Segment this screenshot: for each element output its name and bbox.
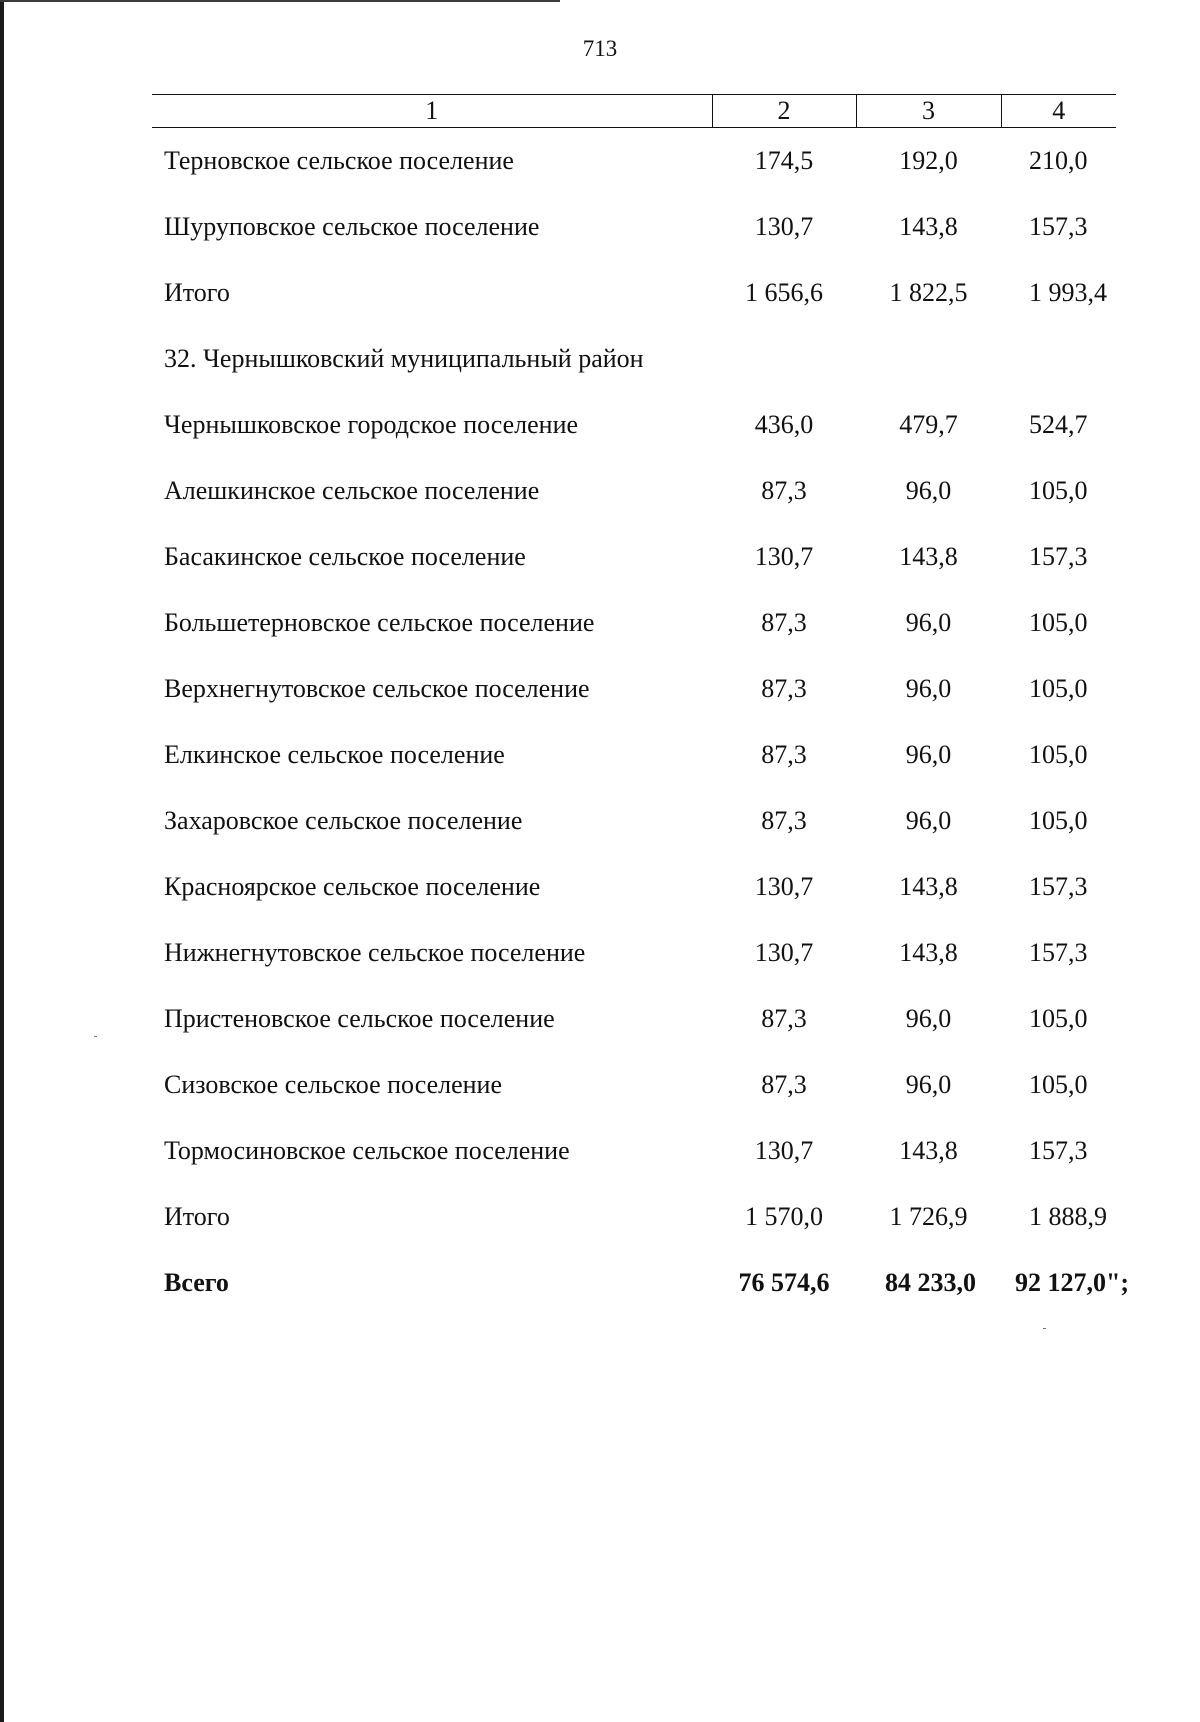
row-value-col4: 157,3 [1029,1136,1088,1165]
row-value-col4: 105,0 [1029,1070,1088,1099]
row-value-col4: 210,0 [1029,146,1088,175]
row-value-col2: 87,3 [761,1070,807,1099]
table-row [152,854,1116,920]
row-name: Захаровское сельское поселение [164,806,523,835]
grand-total-col2: 76 574,6 [738,1268,830,1297]
row-name: Басакинское сельское поселение [164,542,526,571]
table-row [152,788,1116,854]
row-name: Тормосиновское сельское поселение [164,1136,570,1165]
row-value-col3: 192,0 [899,146,958,175]
table-row [152,524,1116,590]
column-header-2: 2 [712,95,856,128]
row-value-col2: 436,0 [754,410,814,439]
column-header-3: 3 [856,95,1001,128]
table-row [152,986,1116,1052]
column-header-4: 4 [1001,95,1116,128]
row-value-col3: 96,0 [905,674,952,703]
row-value-col2: 130,7 [754,212,814,241]
row-name: Сизовское сельское поселение [164,1070,502,1099]
row-value-col3: 96,0 [905,476,952,505]
row-value-col3: 96,0 [905,608,952,637]
row-value-col3: 143,8 [899,872,958,901]
scan-speck [94,1036,97,1037]
row-value-col3: 479,7 [899,410,958,439]
row-value-col3: 143,8 [899,542,958,571]
row-name: Шуруповское сельское поселение [164,212,540,241]
row-value-col4: 105,0 [1029,476,1088,505]
row-value-col3: 143,8 [899,212,958,241]
row-value-col3: 96,0 [905,1070,952,1099]
table-row [152,1052,1116,1118]
table-row [152,920,1116,986]
row-name: Верхнегнутовское сельское поселение [164,674,590,703]
row-value-col2: 1 656,6 [745,278,823,307]
row-value-col4: 105,0 [1029,806,1088,835]
row-name: Большетерновское сельское поселение [164,608,595,637]
section-heading: 32. Чернышковский муниципальный район [164,344,644,373]
table-row [152,1118,1116,1184]
scan-edge [0,0,560,2]
row-value-col3: 1 822,5 [889,278,968,307]
row-value-col2 [712,326,856,392]
grand-total-col4: 92 127,0"; [1015,1268,1130,1297]
row-value-col3: 96,0 [905,806,952,835]
scan-edge [0,0,4,1722]
row-value-col4: 157,3 [1029,542,1088,571]
row-name: Пристеновское сельское поселение [164,1004,555,1033]
row-name: Итого [164,1202,230,1231]
row-value-col2: 87,3 [761,608,807,637]
row-value-col2: 130,7 [754,542,814,571]
grand-total-label: Всего [164,1268,229,1297]
table-row [152,392,1116,458]
subtotal-row [152,260,1116,326]
row-name: Итого [164,278,230,307]
row-value-col4: 105,0 [1029,674,1088,703]
row-name: Красноярское сельское поселение [164,872,541,901]
row-name: Терновское сельское поселение [164,146,514,175]
row-value-col4: 524,7 [1029,410,1088,439]
row-value-col4 [1001,326,1116,392]
row-value-col4: 1 993,4 [1029,278,1107,307]
column-header-1: 1 [152,95,712,128]
row-value-col4: 157,3 [1029,872,1088,901]
row-value-col2: 130,7 [754,938,814,967]
row-value-col2: 87,3 [761,806,807,835]
row-value-col2: 130,7 [754,872,814,901]
section-heading-row [152,326,1116,392]
row-value-col3: 1 726,9 [889,1202,968,1231]
table-row [152,128,1116,195]
row-value-col4: 157,3 [1029,212,1088,241]
table-row [152,590,1116,656]
row-value-col2: 1 570,0 [745,1202,823,1231]
row-value-col3 [856,326,1001,392]
row-name: Елкинское сельское поселение [164,740,505,769]
row-name: Нижнегнутовское сельское поселение [164,938,586,967]
row-value-col2: 130,7 [754,1136,814,1165]
row-value-col2: 87,3 [761,674,807,703]
row-value-col2: 87,3 [761,476,807,505]
row-value-col3: 96,0 [905,1004,952,1033]
header-row [152,95,1116,128]
row-value-col4: 105,0 [1029,740,1088,769]
row-value-col3: 143,8 [899,938,958,967]
row-name: Чернышковское городское поселение [164,410,579,439]
row-name: Алешкинское сельское поселение [164,476,540,505]
grand-total-col3: 84 233,0 [885,1268,976,1297]
row-value-col2: 87,3 [761,740,807,769]
row-value-col4: 105,0 [1029,608,1088,637]
row-value-col3: 143,8 [899,1136,958,1165]
table-row [152,458,1116,524]
row-value-col4: 1 888,9 [1029,1202,1107,1231]
row-value-col2: 87,3 [761,1004,807,1033]
row-value-col4: 157,3 [1029,938,1088,967]
table-row [152,194,1116,260]
page-number: 713 [582,36,618,61]
scan-speck [1043,1328,1046,1329]
table-row [152,656,1116,722]
subtotal-row [152,1184,1116,1250]
row-value-col2: 174,5 [754,146,814,175]
table-row [152,722,1116,788]
row-value-col3: 96,0 [905,740,952,769]
data-table [152,94,1130,1316]
grand-total-row [152,1250,1116,1316]
row-value-col4: 105,0 [1029,1004,1088,1033]
